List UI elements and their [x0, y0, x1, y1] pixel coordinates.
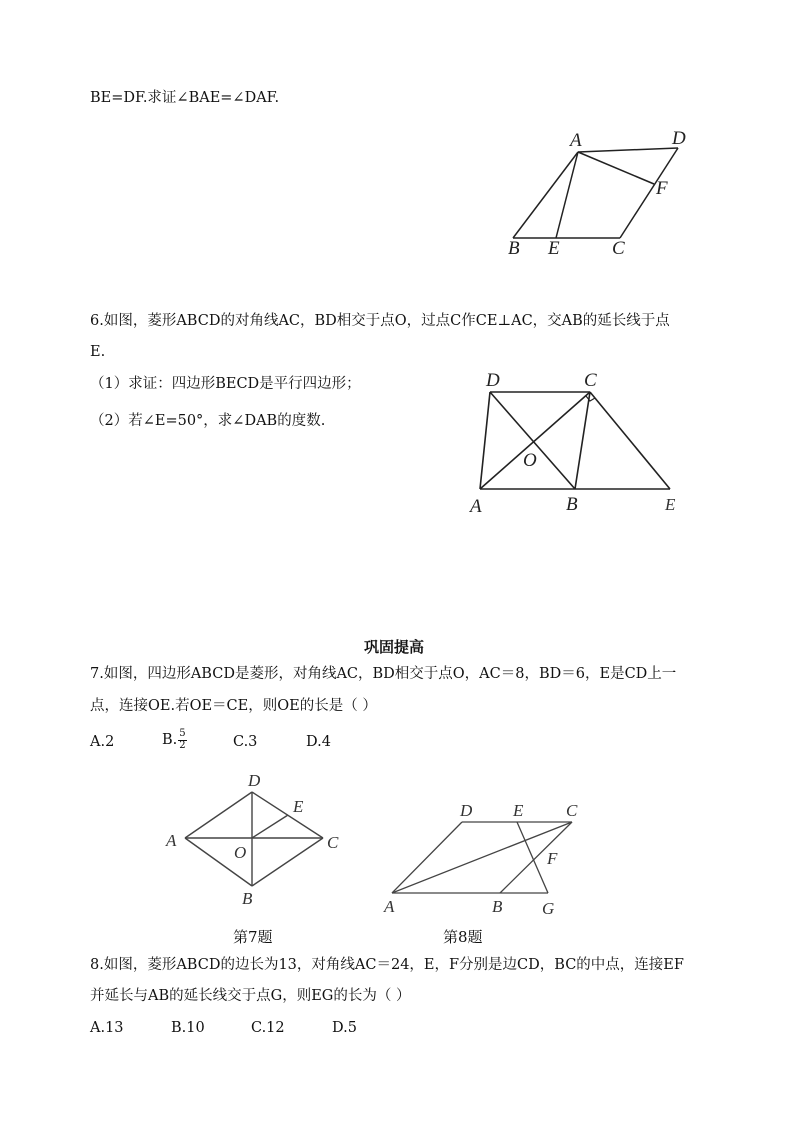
point-label-C: C	[584, 370, 597, 391]
segment-CE	[590, 392, 670, 489]
point-label-D: D	[672, 128, 686, 149]
point-label-O: O	[234, 843, 247, 862]
problem7-figure-caption: 第7题	[233, 928, 273, 946]
segment-AF	[578, 152, 654, 184]
problem6-figure	[460, 362, 700, 522]
segment-BA	[513, 152, 578, 238]
segment-AD	[578, 148, 678, 152]
point-label-A: A	[166, 831, 177, 850]
problem8-figure	[380, 796, 590, 921]
problem8-figure-caption: 第8题	[443, 928, 483, 946]
point-label-E: E	[293, 797, 304, 816]
problem5-statement: BE=DF.求证∠BAE=∠DAF.	[90, 90, 280, 106]
option-b-prefix: B.	[162, 731, 178, 748]
fraction-numerator: 5	[179, 728, 186, 739]
point-label-A: A	[570, 130, 582, 151]
point-label-A: A	[384, 897, 395, 916]
problem7-statement-line2: 点，连接OE.若OE＝CE，则OE的长是（ ）	[90, 698, 377, 714]
problem8-option-a: A.13	[90, 1020, 124, 1036]
problem8-statement-line2: 并延长与AB的延长线交于点G，则EG的长为（ ）	[90, 988, 411, 1004]
problem5-figure	[490, 120, 710, 270]
point-label-B: B	[492, 897, 503, 916]
point-label-G: G	[542, 899, 555, 918]
diagonal-AC	[480, 392, 590, 489]
diagonal-AC	[392, 822, 572, 893]
segment-BC	[575, 392, 590, 489]
section-title: 巩固提高	[364, 638, 425, 656]
fraction-denominator: 2	[179, 739, 186, 751]
point-label-O: O	[523, 450, 537, 471]
problem6-question1: （1）求证：四边形BECD是平行四边形；	[90, 376, 361, 392]
problem7-figure	[160, 768, 350, 908]
problem8-option-b: B.10	[171, 1020, 205, 1036]
option-b-fraction	[178, 729, 186, 751]
segment-AE	[556, 152, 578, 238]
point-label-F: F	[656, 178, 668, 199]
problem6-question2: （2）若∠E=50°，求∠DAB的度数.	[90, 413, 326, 429]
side-AD	[185, 792, 252, 838]
point-label-C: C	[612, 238, 625, 259]
problem7-option-b	[162, 729, 187, 751]
problem7-option-a: A.2	[90, 734, 115, 750]
point-label-C: C	[327, 833, 339, 852]
problem8-option-d: D.5	[332, 1020, 357, 1036]
segment-OE	[252, 815, 288, 838]
side-AD	[392, 822, 462, 893]
point-label-D: D	[486, 370, 500, 391]
problem7-statement-line1: 7.如图，四边形ABCD是菱形，对角线AC，BD相交于点O，AC＝8，BD＝6，E是CD上一	[90, 666, 677, 682]
segment-DC	[620, 148, 678, 238]
point-label-E: E	[513, 801, 524, 820]
point-label-B: B	[242, 889, 253, 908]
point-label-E: E	[665, 495, 676, 514]
point-label-E: E	[548, 238, 560, 259]
point-label-B: B	[508, 238, 520, 259]
point-label-D: D	[460, 801, 473, 820]
side-BC	[500, 822, 572, 893]
problem8-statement-line1: 8.如图，菱形ABCD的边长为13，对角线AC＝24，E，F分别是边CD，BC的中点，连接EF	[90, 957, 684, 973]
side-CB	[252, 838, 323, 886]
problem7-option-d: D.4	[306, 734, 331, 750]
point-label-F: F	[547, 849, 558, 868]
point-label-B: B	[566, 494, 578, 515]
problem6-statement-line1: 6.如图，菱形ABCD的对角线AC，BD相交于点O，过点C作CE⊥AC，交AB的延长线于点	[90, 313, 670, 329]
problem8-option-c: C.12	[251, 1020, 285, 1036]
segment-AD	[480, 392, 490, 489]
point-label-D: D	[248, 771, 261, 790]
point-label-A: A	[470, 496, 482, 517]
problem6-statement-line2: E.	[90, 344, 106, 360]
diagonal-DB	[490, 392, 575, 489]
point-label-C: C	[566, 801, 578, 820]
problem7-option-c: C.3	[233, 734, 258, 750]
